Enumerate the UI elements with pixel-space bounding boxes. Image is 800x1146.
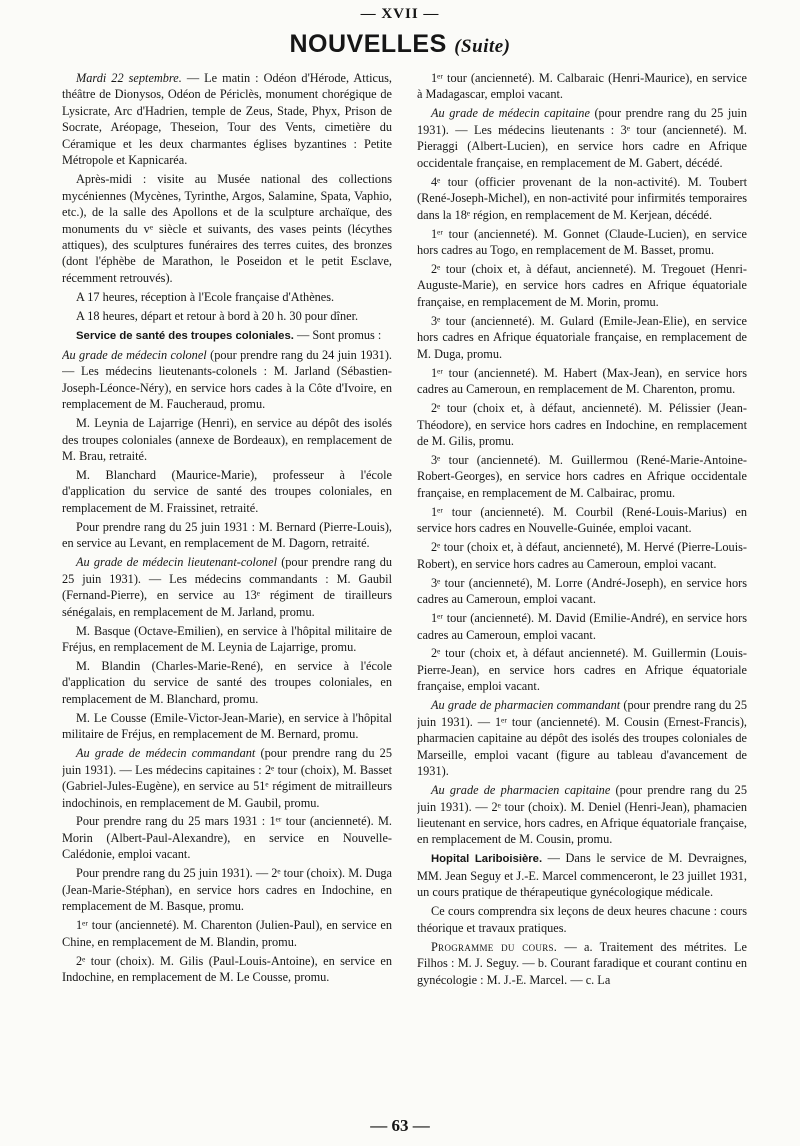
paragraph-text: A 18 heures, départ et retour à bord à 20 h. 30 pour dîner. (76, 308, 359, 323)
paragraph (62, 865, 392, 914)
paragraph (417, 539, 747, 572)
paragraph-text: 3ᵉ tour (ancienneté). M. Gulard (Emile-Jean-Elie), en service hors cadres en Afrique équatoriale française, en remplacement de M. Duga, promu. (417, 313, 747, 361)
paragraph-italic-lead: Au grade de médecin colonel (62, 347, 207, 362)
paragraph (62, 347, 392, 413)
paragraph (62, 70, 392, 169)
paragraph-text: M. Le Cousse (Emile-Victor-Jean-Marie), en service à l'hôpital militaire de Fréjus, en remplacement de M. Bernard, promu. (62, 710, 392, 742)
paragraph-text: Ce cours comprendra six leçons de deux heures chacune : cours théorique et travaux pratiques. (417, 904, 747, 935)
paragraph-italic-lead: Au grade de médecin lieutenant-colonel (76, 555, 278, 570)
paragraph-text: Pour prendre rang du 25 juin 1931 : M. Bernard (Pierre-Louis), en service au Levant, en remplacement de M. Dagorn, retraité. (62, 519, 392, 551)
paragraph (62, 917, 392, 950)
paragraph (62, 519, 392, 552)
paragraph (62, 289, 392, 305)
paragraph-italic-lead: Au grade de médecin commandant (76, 746, 256, 761)
paragraph-text: (pour prendre rang du 25 juin 1931). — 2ᵉ tour (choix). M. Deniel (Henri-Jean), phamacien lieutenant en service, hors cadres, en Afrique équatoriale française, en remplacement de M. Cousin, promu. (417, 783, 747, 847)
paragraph-text: 1ᵉʳ tour (ancienneté). M. Gonnet (Claude-Lucien), en service hors cadres au Togo, en remplacement de M. Basset, promu. (417, 226, 747, 258)
paragraph-text: M. Blanchard (Maurice-Marie), professeur à l'école d'application du service de santé des troupes coloniales, en remplacement de M. Fraissinet, retraité. (62, 467, 392, 515)
paragraph-text: (pour prendre rang du 25 juin 1931). — Les médecins commandants : M. Gaubil (Fernand-Pierre), en service au 13ᵉ régiment de tirailleurs sénégalais, en remplacement de M. Jarland, promu. (62, 555, 392, 619)
right-column (417, 70, 747, 1090)
page-number: — 63 — (370, 1116, 430, 1135)
paragraph-heading: Service de santé des troupes coloniales. (76, 329, 294, 342)
paragraph-text: A 17 heures, réception à l'Ecole française d'Athènes. (76, 289, 335, 304)
paragraph (417, 850, 747, 900)
paragraph (62, 327, 392, 344)
paragraph-text: M. Leynia de Lajarrige (Henri), en service au dépôt des isolés des troupes coloniales (annexe de Bordeaux), en remplacement de M. Brau, retraité. (62, 416, 392, 463)
paragraph (417, 939, 747, 988)
paragraph-text: 1ᵉʳ tour (ancienneté). M. Charenton (Julien-Paul), en service en Chine, en remplacement de M. Blandin, promu. (62, 918, 392, 949)
paragraph-italic-lead: Au grade de pharmacien commandant (431, 698, 621, 713)
paragraph (417, 105, 747, 171)
paragraph-text: M. Blandin (Charles-Marie-René), en service à l'école d'application du service de santé des troupes coloniales, en remplacement de M. Blanchard, promu. (62, 658, 392, 706)
paragraph (417, 226, 747, 259)
paragraph (417, 903, 747, 936)
section-title-main: NOUVELLES (289, 30, 447, 58)
paragraph (62, 415, 392, 464)
paragraph-text: — Sont promus : (293, 327, 382, 342)
paragraph-text: 1ᵉʳ tour (ancienneté). M. Courbil (René-Louis-Marius) en service hors cadres en Nouvelle-Guinée, emploi vacant. (417, 504, 747, 536)
paragraph (417, 261, 747, 310)
paragraph-italic-lead: Au grade de médecin capitaine (431, 106, 590, 121)
paragraph (62, 554, 392, 620)
paragraph (417, 70, 747, 103)
paragraph-text: (pour prendre rang du 24 juin 1931). — Les médecins lieutenants-colonels : M. Jarland (Sébastien-Joseph-Léonce-Néry), en service hors cades à la Côte d'Ivoire, en remplacement de M. Faucheraud, promu. (62, 347, 392, 412)
paragraph-text: (pour prendre rang du 25 juin 1931). — Les médecins lieutenants : 3ᵉ tour (ancienneté). M. Pieraggi (Albert-Lucien), en service hors cadre en Afrique occidentale française, en remplacement de M. Gabert, décédé. (417, 106, 747, 170)
paragraph-italic-lead: Au grade de pharmacien capitaine (431, 783, 611, 798)
paragraph-text: — Le matin : Odéon d'Hérode, Atticus, théâtre de Dionysos, Odéon de Périclès, monument chorégique de Lysicrate, Arc d'Hadrien, temple de Zeus, Stade, Phyx, Prison de Socrate, Aréopage, Theseion, Tour des Vents, cimetière du Céramique et les deux charmantes églises byzantines : Petite Métropole et Kapnicaréa. (62, 71, 392, 168)
paragraph (62, 745, 392, 811)
paragraph-italic-lead: Mardi 22 septembre. (76, 71, 182, 85)
paragraph (62, 171, 392, 286)
paragraph (62, 308, 392, 324)
paragraph-text: Après-midi : visite au Musée national des collections mycéniennes (Mycènes, Tyrinthe, Argos, Salamine, Spata, Vaphio, etc.), de la salle des Apollons et de la sculpture archaïque, des monuments du vᵉ siècle et suivants, des vases peints (lécythes attiques), des sculptures funéraires des terres cuites, des bronzes (dont l'éphèbe de Marathon, le Poseidon et le petit Esclave, récemment retrouvés). (62, 172, 392, 285)
paragraph (62, 953, 392, 986)
paragraph-text: 2ᵉ tour (choix et, à défaut ancienneté). M. Guillermin (Louis-Pierre-Jean), en service hors cadres en Afrique équatoriale française, emploi vacant. (417, 646, 747, 694)
paragraph (62, 813, 392, 862)
paragraph (417, 645, 747, 694)
paragraph (417, 575, 747, 608)
paragraph-text: 1ᵉʳ tour (ancienneté). M. David (Emilie-André), en service hors cadres au Cameroun, emploi vacant. (417, 611, 747, 642)
paragraph-text: 2ᵉ tour (choix). M. Gilis (Paul-Louis-Antoine), en service en Indochine, en remplacement de M. Le Cousse, promu. (62, 953, 392, 985)
paragraph (417, 400, 747, 449)
section-title-suite: (Suite) (454, 36, 511, 57)
paragraph (62, 710, 392, 743)
paragraph-text: M. Basque (Octave-Emilien), en service à l'hôpital militaire de Fréjus, en remplacement de M. Leynia de Lajarrige, promu. (62, 623, 392, 654)
paragraph (417, 452, 747, 501)
paragraph (417, 504, 747, 537)
paragraph (62, 658, 392, 707)
paragraph (417, 313, 747, 362)
paragraph (62, 623, 392, 656)
paragraph-text: 2ᵉ tour (choix et, à défaut, ancienneté). M. Tregouet (Henri-Auguste-Marie), en service hors cadres en Afrique équatoriale française, en remplacement de M. Morin, promu. (417, 261, 747, 309)
text-columns (62, 70, 747, 1090)
running-head-roman: — XVII — (360, 6, 440, 22)
paragraph-text: — a. Traitement des métrites. Le Filhos : M. J. Seguy. — b. Courant faradique et courant continu en gynécologie : M. J.-E. Marcel. — c. La (417, 939, 747, 987)
paragraph (417, 697, 747, 779)
paragraph-text: 1ᵉʳ tour (ancienneté). M. Habert (Max-Jean), en service hors cadres au Cameroun, en remplacement de M. Charenton, promu. (417, 365, 747, 397)
paragraph-heading: Hopital Lariboisière. (431, 853, 543, 866)
paragraph (417, 365, 747, 398)
paragraph-text: 1ᵉʳ tour (ancienneté). M. Calbaraic (Henri-Maurice), en service à Madagascar, emploi vacant. (417, 71, 747, 102)
paragraph-text: 2ᵉ tour (choix et, à défaut, ancienneté). M. Pélissier (Jean-Théodore), en service hors cadres en Indochine, en remplacement de M. Gilis, promu. (417, 401, 747, 449)
paragraph-text: 3ᵉ tour (ancienneté), M. Lorre (André-Joseph), en service hors cadres au Cameroun, emploi vacant. (417, 575, 747, 607)
section-title (0, 30, 800, 61)
paragraph-text: 3ᵉ tour (ancienneté). M. Guillermou (René-Marie-Antoine-Robert-Georges), en service hors cadres en Afrique occidentale française, en remplacement de M. Calbairac, promu. (417, 452, 747, 500)
paragraph (62, 467, 392, 516)
paragraph-text: (pour prendre rang du 25 juin 1931). — Les médecins capitaines : 2ᵉ tour (choix), M. Basset (Gabriel-Jules-Eugène), en service au 51ᵉ régiment de mitrailleurs indochinois, en remplacement de M. Gaubil, promu. (62, 746, 392, 810)
paragraph-smallcaps-heading: Programme du cours. (431, 939, 558, 954)
paragraph-text: Pour prendre rang du 25 juin 1931). — 2ᵉ tour (choix). M. Duga (Jean-Marie-Stéphan), en service hors cadres en Indochine, en remplacement de M. Basque, promu. (62, 866, 392, 914)
paragraph-text: (pour prendre rang du 25 juin 1931). — 1ᵉʳ tour (ancienneté). M. Cousin (Ernest-Francis), pharmacien capitaine au dépôt des isolés des troupes coloniales de Marseille, emploi vacant (figure au tableau d'avancement de 1931). (417, 698, 747, 779)
paragraph-text: 4ᵉ tour (officier provenant de la non-activité). M. Toubert (René-Joseph-Michel), en non-activité pour infirmités temporaires dans la 18ᵉ région, en remplacement de M. Kerjean, décédé. (417, 174, 747, 222)
paragraph-text: 2ᵉ tour (choix et, à défaut, ancienneté), M. Hervé (Pierre-Louis-Robert), en service hors cadres au Cameroun, emploi vacant. (417, 540, 747, 571)
paragraph-text: Pour prendre rang du 25 mars 1931 : 1ᵉʳ tour (ancienneté). M. Morin (Albert-Paul-Alexandre), en service en Nouvelle-Calédonie, emploi vacant. (62, 814, 392, 862)
paragraph (417, 610, 747, 643)
paragraph (417, 782, 747, 848)
paragraph-text: — Dans le service de M. Devraignes, MM. Jean Seguy et J.-E. Marcel commenceront, le 23 juillet 1931, un cours pratique de thérapeutique gynécologique médicale. (417, 851, 747, 900)
left-column (62, 70, 392, 1090)
paragraph (417, 174, 747, 223)
